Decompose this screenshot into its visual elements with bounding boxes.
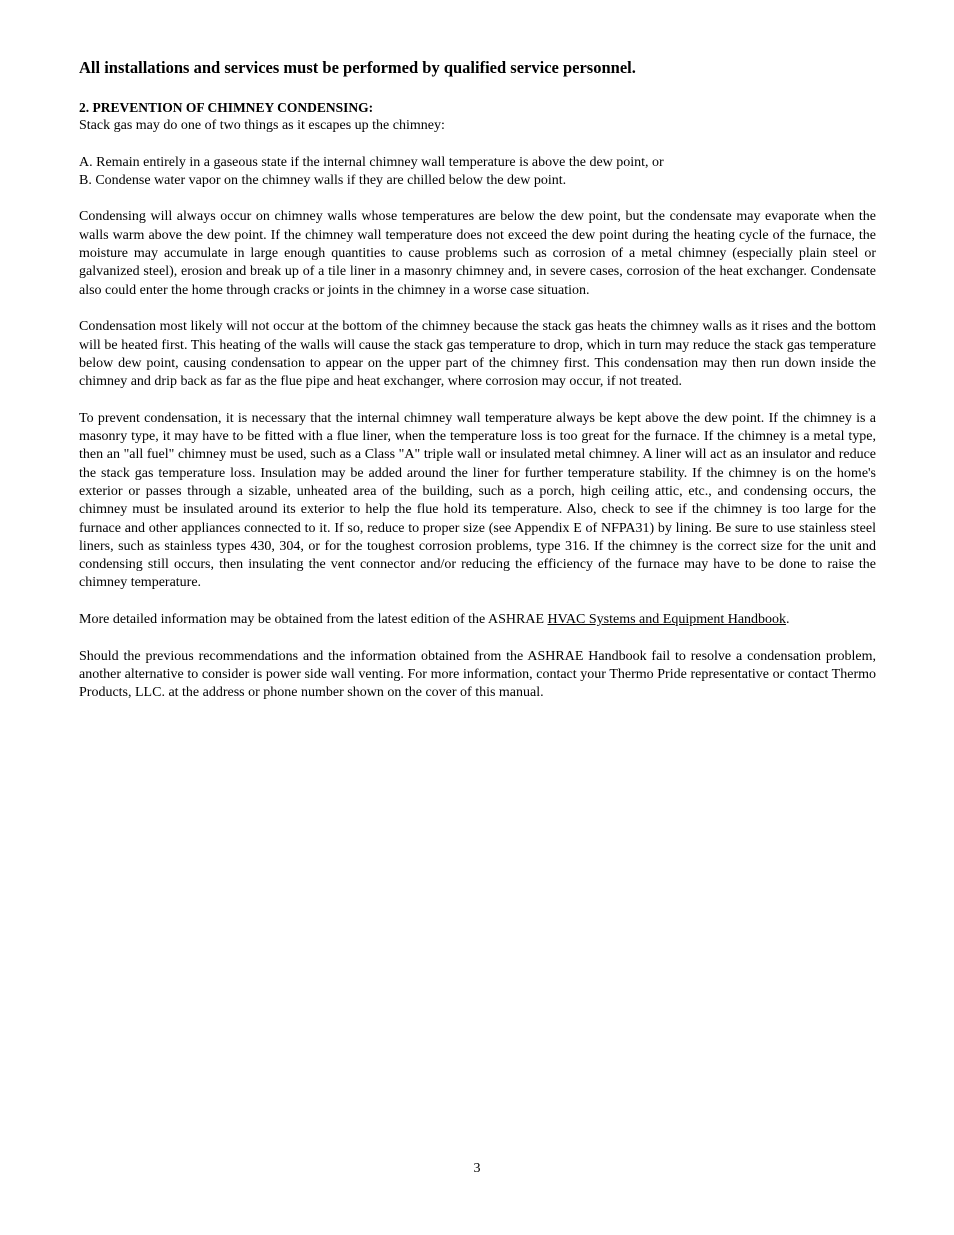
qualified-personnel-warning: All installations and services must be performed by qualified service personnel. <box>79 58 636 77</box>
ashrae-reference-prefix: More detailed information may be obtained from the latest edition of the ASHRAE <box>79 612 548 628</box>
option-b: B. Condense water vapor on the chimney walls if they are chilled below the dew point. <box>79 172 567 188</box>
paragraph-condensation-location: Condensation most likely will not occur at the bottom of the chimney because the stack gas heats the chimney walls as it rises and the bottom will be heated first. This heating of the walls will cause the stack gas temperature to drop, which in turn may reduce the stack gas temperature below dew point, causing condensation to appear on the upper part of the chimney first. This condensation may then run down inside the chimney and drip back as far as the flue pipe and heat exchanger, where corrosion may occur, if not treated. <box>79 319 876 390</box>
paragraph-power-venting: Should the previous recommendations and the information obtained from the ASHRAE Handbook fail to resolve a condensation problem, another alternative to consider is power side wall venting. For more information, contact your Thermo Pride representative or contact Thermo Products, LLC. at the address or phone number shown on the cover of this manual. <box>79 648 876 701</box>
page-number: 3 <box>473 1161 481 1176</box>
ashrae-reference-suffix: . <box>786 612 790 628</box>
paragraph-ashrae-reference <box>79 611 876 629</box>
section-heading: 2. PREVENTION OF CHIMNEY CONDENSING: <box>79 100 374 115</box>
document-page <box>79 58 876 703</box>
section-intro: Stack gas may do one of two things as it escapes up the chimney: <box>79 118 445 133</box>
paragraph-prevention: To prevent condensation, it is necessary that the internal chimney wall temperature always be kept above the dew point. If the chimney is a masonry type, it may have to be fitted with a flue liner, when the temperature loss is too great for the furnace. If the chimney is a metal type, then an "all fuel" chimney must be used, such as a Class "A" triple wall or insulated metal chimney. A liner will act as an insulator and reduce the stack gas temperature loss. Insulation may be added around the liner for further temperature stability. If the chimney is on the home's exterior or passes through a sizable, unheated area of the building, such as a porch, high ceiling attic, etc., and condensing occurs, the chimney must be insulated around its exterior to help the flue hold its temperature. Also, check to see if the chimney is too large for the furnace and other appliances connected to it. If so, reduce to proper size (see Appendix E of NFPA31) by lining. Be sure to use stainless steel liners, such as stainless types 430, 304, or for the toughest corrosion problems, type 316. If the chimney is the correct size for the unit and condensing still occurs, then insulating the vent connector and/or reducing the efficiency of the furnace may have to be done to raise the chimney temperature. <box>79 410 876 591</box>
hvac-handbook-title: HVAC Systems and Equipment Handbook <box>547 612 787 628</box>
paragraph-condensing: Condensing will always occur on chimney walls whose temperatures are below the dew point, but the condensate may evaporate when the walls warm above the dew point. If the chimney wall temperature does not exceed the dew point during the heating cycle of the furnace, the moisture may accumulate in large enough quantities to cause problems such as corrosion of a metal chimney (especially plain steel or galvanized steel), erosion and break up of a tile liner in a masonry chimney and, in severe cases, corrosion of the heat exchanger. Condensate also could enter the home through cracks or joints in the chimney in a worse case situation. <box>79 209 876 298</box>
option-a: A. Remain entirely in a gaseous state if the internal chimney wall temperature is above the dew point, or <box>79 154 664 170</box>
